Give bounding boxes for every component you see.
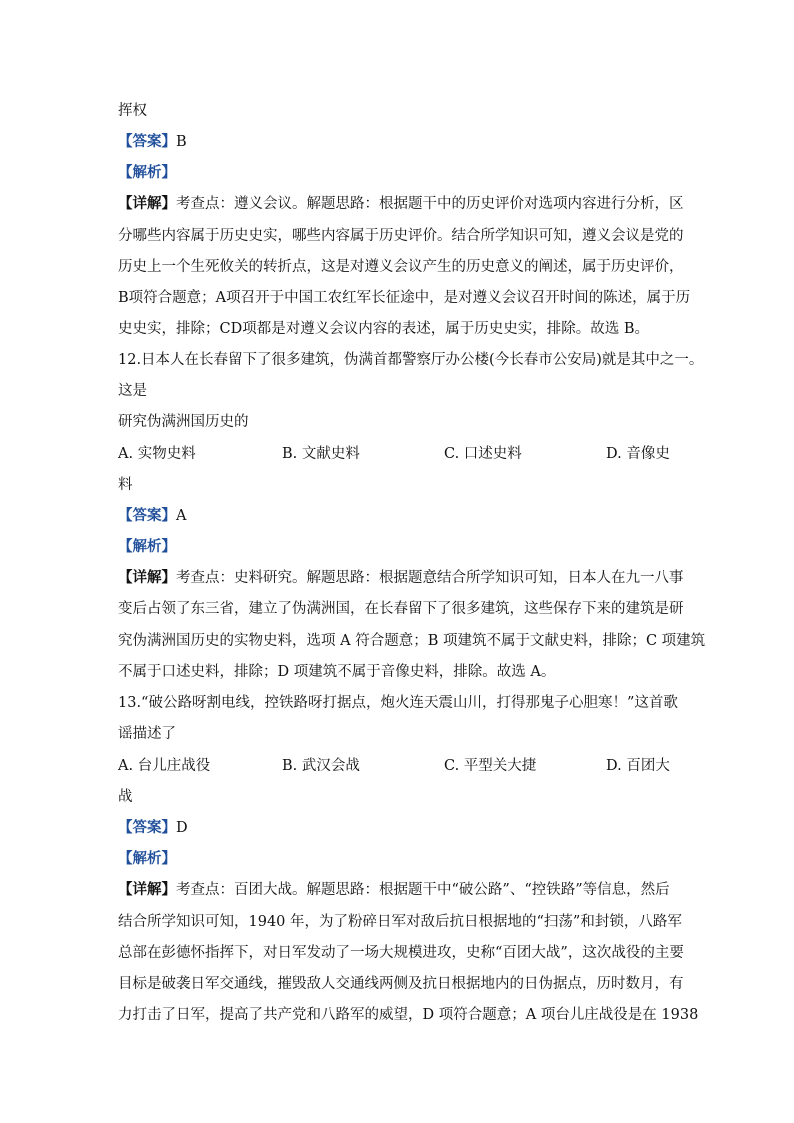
text-line (118, 257, 684, 277)
text: 究伪满洲国历史的实物史料，选项 A 符合题意；B 项建筑不属于文献史料，排除；C 项建筑 (118, 633, 706, 649)
text-line (118, 787, 133, 807)
detail-text: 考查点：遵义会议。解题思路：根据题干中的历史评价对选项内容进行分析，区 (176, 196, 684, 212)
detail-text: 考查点：史料研究。解题思路：根据题意结合所学知识可知，日本人在九一八事 (176, 570, 684, 586)
option-c: C. 平型关大捷 (444, 758, 537, 774)
answer-tag: 【答案】 (118, 133, 176, 150)
text: 力打击了日军，提高了共产党和八路军的威望，D 项符合题意；A 项台儿庄战役是在 1938 (118, 1007, 699, 1023)
text: 谣描述了 (118, 726, 176, 742)
text-line (118, 288, 690, 308)
detail-line (118, 568, 684, 588)
text: 12.日本人在长春留下了很多建筑，伪满首都警察厅办公楼(今长春市公安局)就是其中之一。 (118, 352, 704, 368)
text-line (118, 724, 176, 744)
text-line (118, 943, 684, 963)
text: B项符合题意；A项召开于中国工农红军长征途中，是对遵义会议召开时间的陈述，属于历 (118, 290, 691, 306)
analysis-tag: 【解析】 (118, 850, 176, 867)
text-line (118, 912, 682, 932)
text: 挥权 (118, 103, 147, 119)
option-d: D. 百团大 (606, 758, 670, 774)
detail-text: 考查点：百团大战。解题思路：根据题干中“破公路”、“控铁路”等信息，然后 (176, 882, 670, 898)
option-c: C. 口述史料 (444, 446, 522, 462)
text-line (118, 101, 147, 121)
option-b: B. 武汉会战 (282, 758, 360, 774)
text: 研究伪满洲国历史的 (118, 414, 249, 430)
analysis-heading (118, 849, 176, 869)
option-d: D. 音像史 (606, 446, 670, 462)
text-line (118, 974, 684, 994)
text: 变后占领了东三省，建立了伪满洲国，在长春留下了很多建筑，这些保存下来的建筑是研 (118, 601, 684, 617)
text-line (118, 599, 684, 619)
question-12-stem (118, 350, 703, 370)
text-line (118, 475, 133, 495)
detail-tag: 【详解】 (118, 881, 176, 898)
detail-tag: 【详解】 (118, 569, 176, 586)
analysis-tag: 【解析】 (118, 164, 176, 181)
answer-value: B (176, 134, 187, 150)
text: 历史上一个生死攸关的转折点，这是对遵义会议产生的历史意义的阐述，属于历史评价， (118, 259, 684, 275)
text: 分哪些内容属于历史史实，哪些内容属于历史评价。结合所学知识可知，遵义会议是党的 (118, 228, 684, 244)
detail-line (118, 194, 684, 214)
answer-line (118, 506, 186, 526)
text: 史史实，排除；CD项都是对遵义会议内容的表述，属于历史史实，排除。故选 B。 (118, 321, 649, 337)
text: 这是 (118, 383, 147, 399)
text-line (118, 319, 649, 339)
text: 目标是破袭日军交通线，摧毁敌人交通线两侧及抗日根据地内的日伪据点，历时数月，有 (118, 976, 684, 992)
answer-tag: 【答案】 (118, 507, 176, 524)
text-line (118, 1005, 698, 1025)
text: 战 (118, 789, 133, 805)
answer-value: D (176, 820, 188, 836)
text: 料 (118, 477, 133, 493)
text: 不属于口述史料，排除；D 项建筑不属于音像史料，排除。故选 A。 (118, 664, 556, 680)
analysis-heading (118, 537, 176, 557)
text-line (118, 381, 147, 401)
text-line (118, 412, 249, 432)
answer-line (118, 818, 188, 838)
text: 13.“破公路呀割电线，控铁路呀打据点，炮火连天震山川，打得那鬼子心胆寒！”这首歌 (118, 695, 678, 711)
text: 总部在彭德怀指挥下，对日军发动了一场大规模进攻，史称“百团大战”，这次战役的主要 (118, 945, 684, 961)
answer-line (118, 132, 187, 152)
analysis-tag: 【解析】 (118, 538, 176, 555)
detail-line (118, 880, 670, 900)
answer-value: A (176, 508, 187, 524)
text-line (118, 631, 705, 651)
option-a: A. 台儿庄战役 (118, 758, 211, 774)
analysis-heading (118, 163, 176, 183)
detail-tag: 【详解】 (118, 195, 176, 212)
option-b: B. 文献史料 (282, 446, 360, 462)
text-line (118, 662, 555, 682)
answer-tag: 【答案】 (118, 819, 176, 836)
option-a: A. 实物史料 (118, 446, 196, 462)
text: 结合所学知识可知，1940 年，为了粉碎日军对敌后抗日根据地的“扫荡”和封锁，八路军 (118, 914, 682, 930)
text-line (118, 226, 684, 246)
question-13-stem (118, 693, 678, 713)
